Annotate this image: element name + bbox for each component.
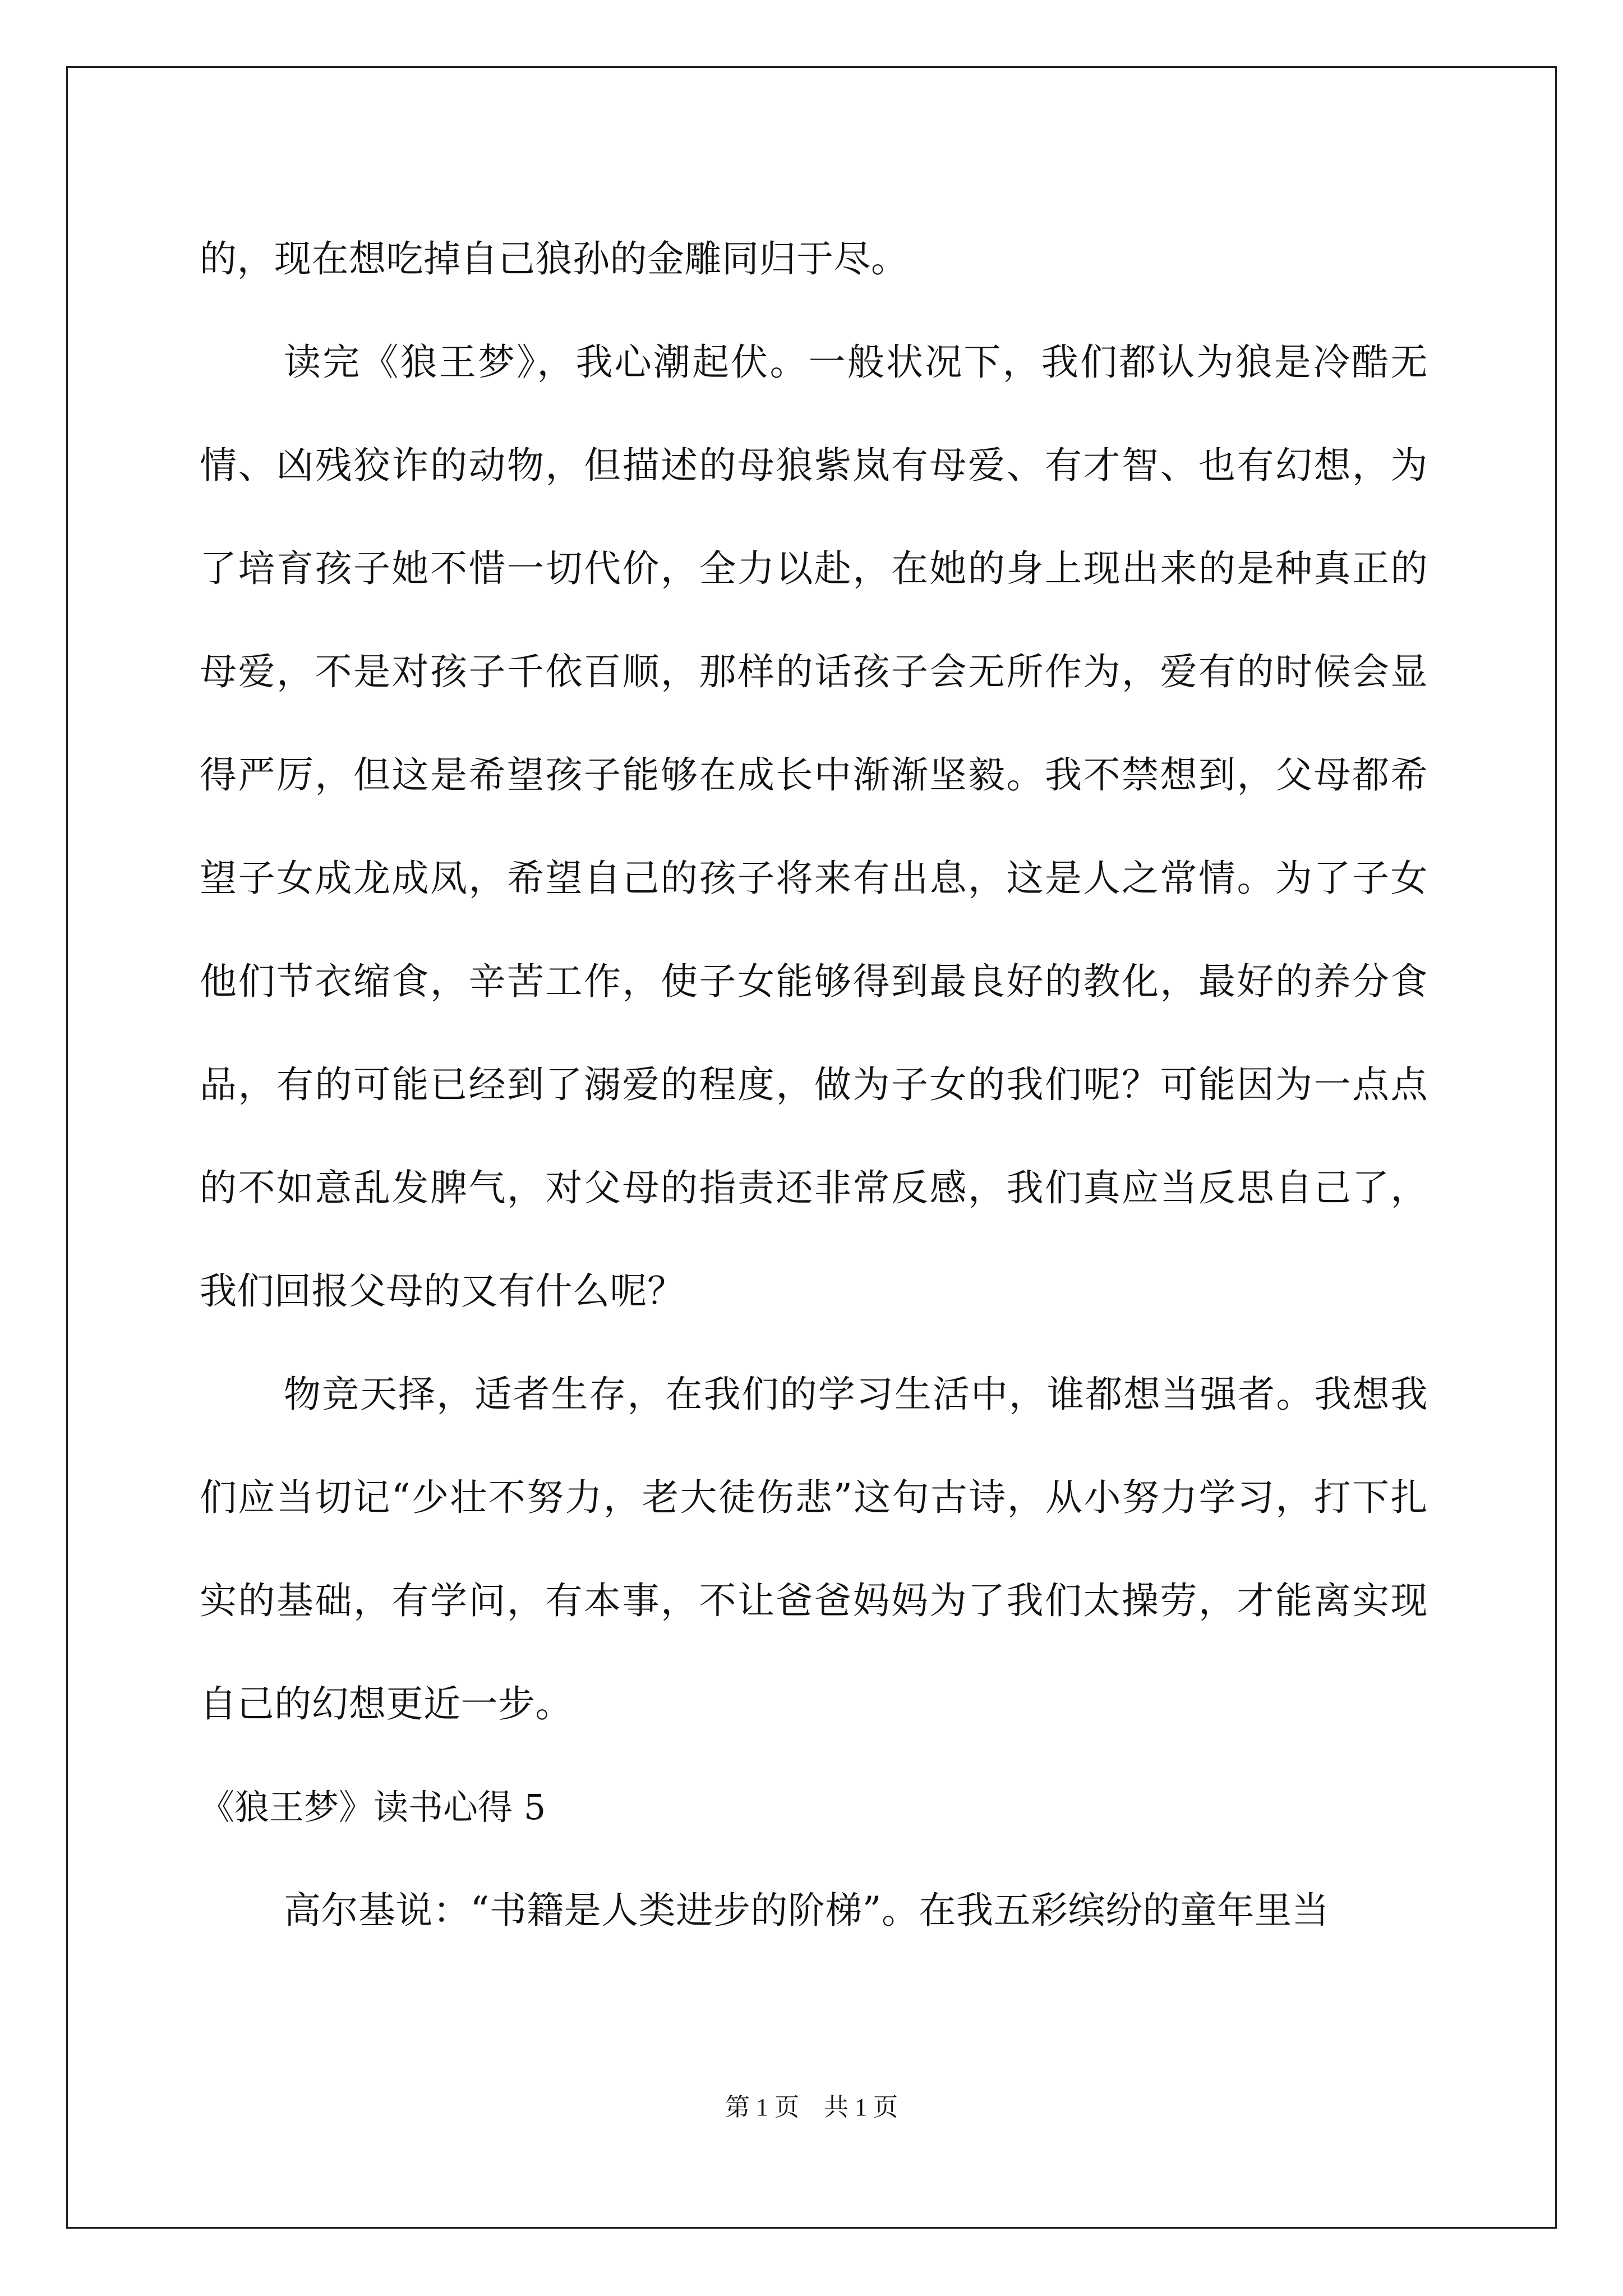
paragraph-survival: 物竞天择，适者生存，在我们的学习生活中，谁都想当强者。我想我们应当切记“少壮不努力，老大徒伤悲”这句古诗，从小努力学习，打下扎实的基础，有学问，有本事，不让爸爸妈妈为了我们太操劳，才能离实现自己的幻想更近一步。 [200,1373,1428,1726]
paragraph-reflection: 读完《狼王梦》，我心潮起伏。一般状况下，我们都认为狼是冷酷无情、凶残狡诈的动物，但描述的母狼紫岚有母爱、有才智、也有幻想，为了培育孩子她不惜一切代价，全力以赴，在她的身上现出来的是种真正的母爱，不是对孩子千依百顺，那样的话孩子会无所作为，爱有的时候会显得严厉，但这是希望孩子能够在成长中渐渐坚毅。我不禁想到，父母都希望子女成龙成凤，希望自己的孩子将来有出息，这是人之常情。为了子女他们节衣缩食，辛苦工作，使子女能够得到最良好的教化，最好的养分食品，有的可能已经到了溺爱的程度，做为子女的我们呢？可能因为一点点的不如意乱发脾气，对父母的指责还非常反感，我们真应当反思自己了，我们回报父母的又有什么呢？ [200,341,1428,1313]
page-number-footer: 第 1 页 共 1 页 [725,2093,898,2121]
document-body [200,208,1428,1962]
section-heading: 《狼王梦》读书心得 5 [200,1787,546,1828]
paragraph-continuation: 的，现在想吃掉自己狼孙的金雕同归于尽。 [200,237,909,280]
paragraph-gorky-quote: 高尔基说：“书籍是人类进步的阶梯”。在我五彩缤纷的童年里当 [284,1889,1329,1932]
